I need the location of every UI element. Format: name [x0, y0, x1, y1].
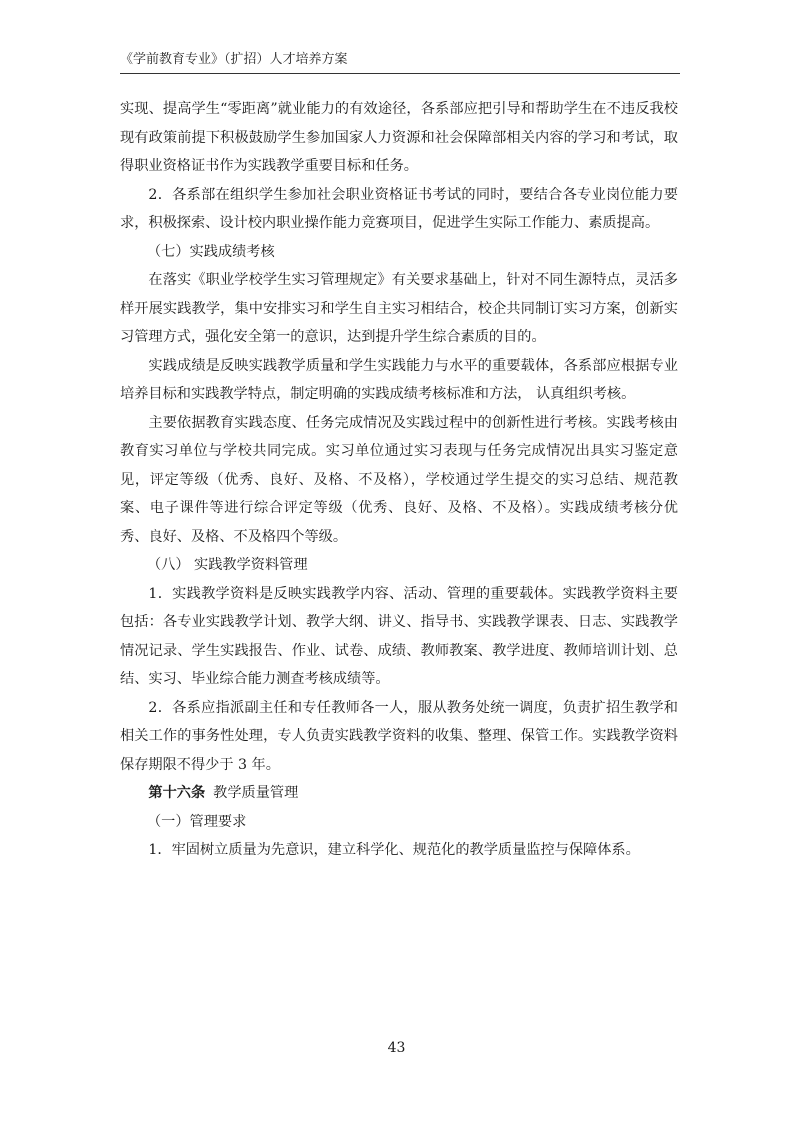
- section-heading-eight: （八） 实践教学资料管理: [146, 557, 308, 573]
- header-title: 《学前教育专业》（扩招）人才培养方案: [120, 52, 348, 67]
- page-number: 43: [387, 1040, 406, 1056]
- paragraph-practice-grades: 实践成绩是反映实践教学质量和学生实践能力与水平的重要载体，各系部应根据专业培养目标和实践教学特点，制定明确的实践成绩考核标准和方法， 认真组织考核。: [120, 357, 678, 402]
- section-heading-one: （一）管理要求: [146, 813, 247, 830]
- paragraph-quality-1: 1．牢固树立质量为先意识，建立科学化、规范化的教学质量监控与保障体系。: [148, 842, 640, 858]
- paragraph-internship-rules: 在落实《职业学校学生实习管理规定》有关要求基础上，针对不同生源特点，灵活多样开展实践教学，集中安排实习和学生自主实习相结合，校企共同制订实习方案，创新实习管理方式，强化安全第一的意识，达到提升学生综合素质的目的。: [120, 272, 678, 345]
- paragraph-item-2: 2．各系部在组织学生参加社会职业资格证书考试的同时，要结合各专业岗位能力要求，积极探索、设计校内职业操作能力竞赛项目，促进学生实际工作能力、素质提高。: [120, 186, 678, 231]
- section-heading-seven: （七）实践成绩考核: [146, 243, 275, 260]
- paragraph-materials-1: 1．实践教学资料是反映实践教学内容、活动、管理的重要载体。实践教学资料主要包括：各专业实践教学计划、教学大纲、讲义、指导书、实践教学课表、日志、实践教学情况记录、学生实践报告、作业、试卷、成绩、教师教案、教学进度、教师培训计划、总结、实习、毕业综合能力测查考核成绩等。: [120, 585, 678, 687]
- article-title: 教学质量管理: [213, 785, 299, 801]
- document-body: [120, 95, 678, 865]
- paragraph-materials-2: 2．各系应指派副主任和专任教师各一人，服从教务处统一调度，负责扩招生教学和相关工作的事务性处理，专人负责实践教学资料的收集、整理、保管工作。实践教学资料保存期限不得少于 3 年。: [120, 699, 678, 773]
- paragraph-assessment-basis: 主要依据教育实践态度、任务完成情况及实践过程中的创新性进行考核。实践考核由教育实习单位与学校共同完成。实习单位通过实习表现与任务完成情况出具实习鉴定意见，评定等级（优秀、良好、及格、不及格），学校通过学生提交的实习总结、规范教案、电子课件等进行综合评定等级（优秀、良好、及格、不及格）。实践成绩考核分优秀、良好、及格、不及格四个等级。: [120, 414, 678, 545]
- article-heading: [120, 779, 678, 808]
- running-header: [120, 48, 680, 74]
- paragraph-continuation: 实现、提高学生“零距离”就业能力的有效途径，各系部应把引导和帮助学生在不违反我校现有政策前提下积极鼓励学生参加国家人力资源和社会保障部相关内容的学习和考试，取得职业资格证书作为实践教学重要目标和任务。: [120, 101, 678, 174]
- article-label: 第十六条: [148, 785, 206, 801]
